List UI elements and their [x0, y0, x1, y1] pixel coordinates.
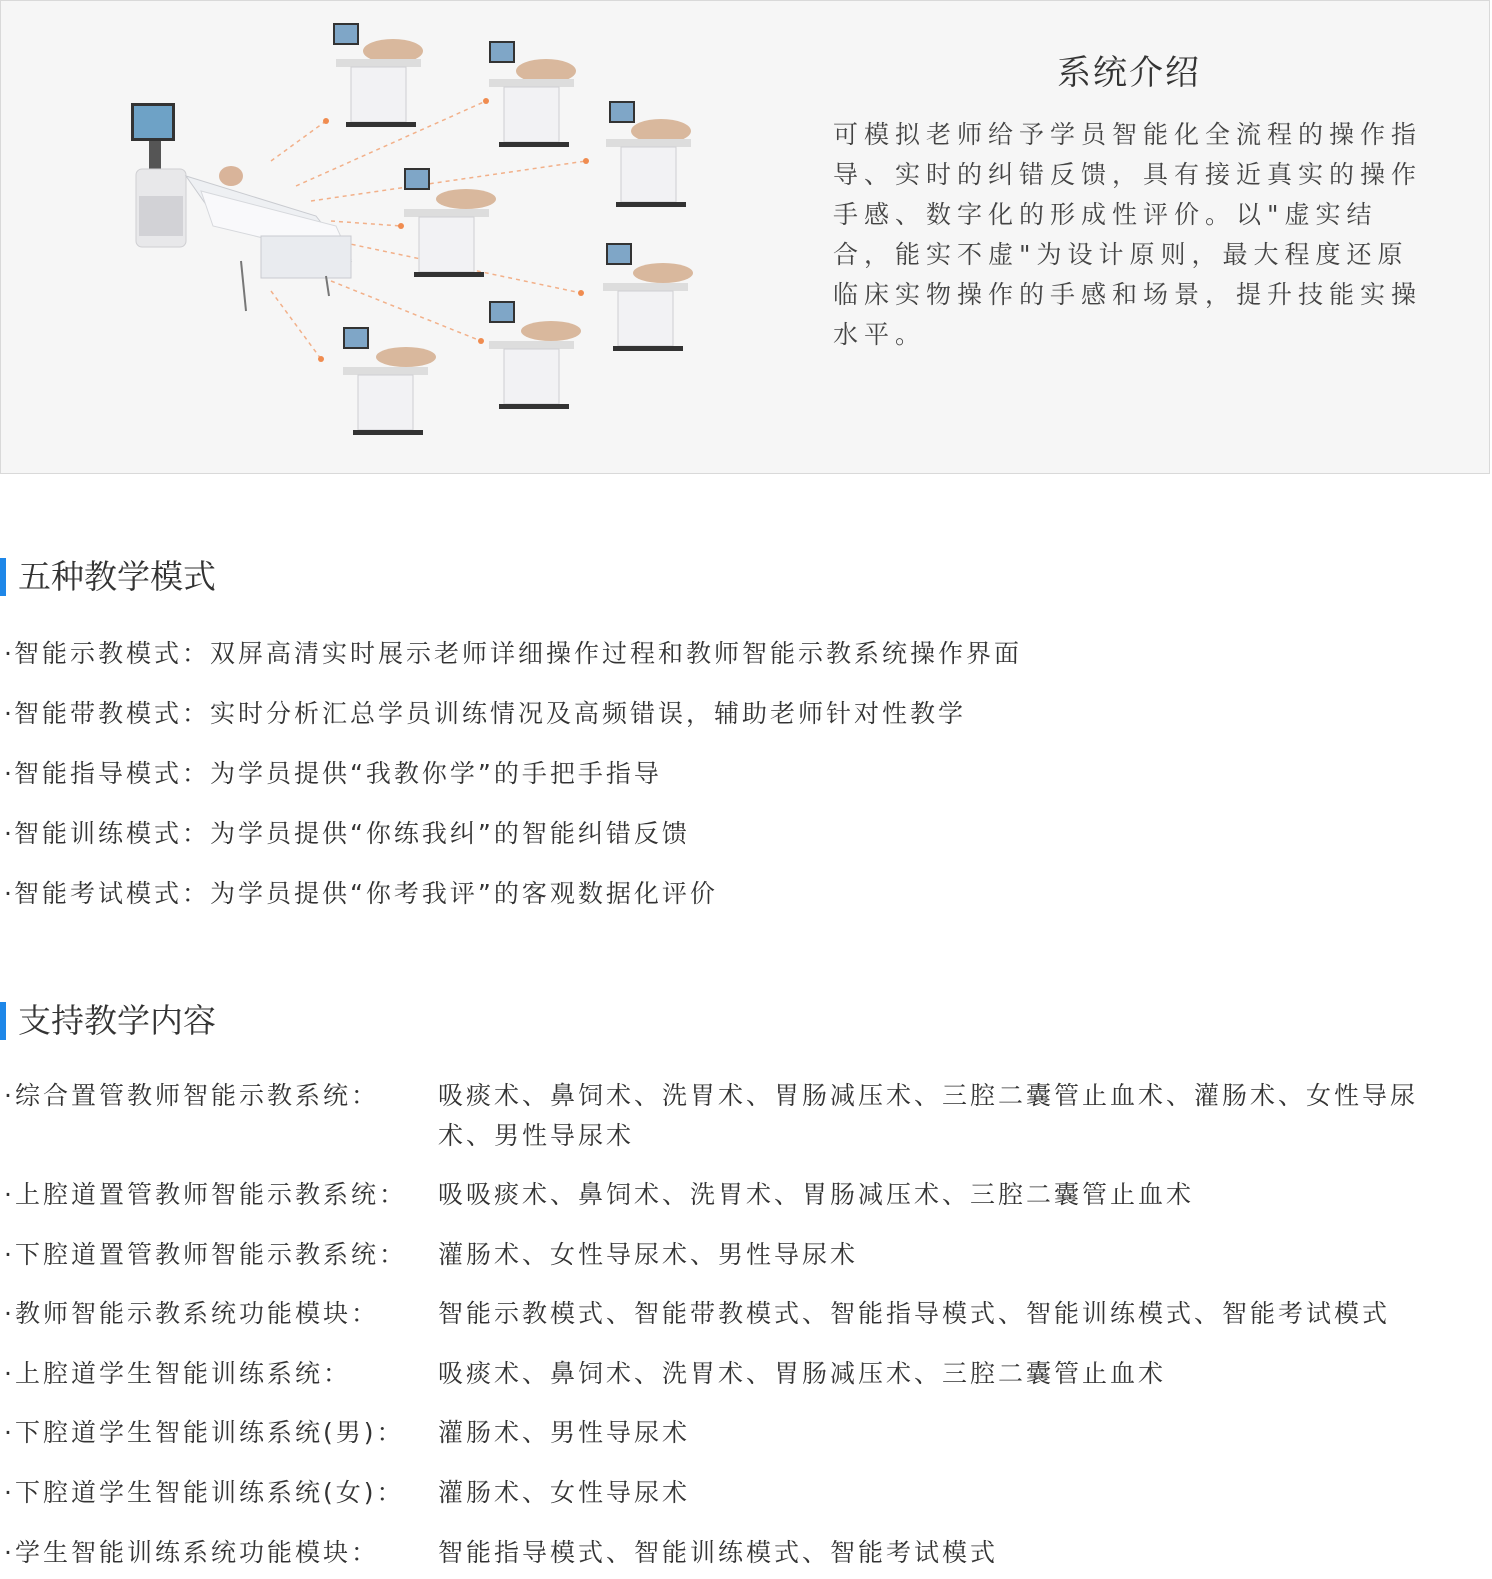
list-item: ·智能训练模式：为学员提供“你练我纠”的智能纠错反馈 — [4, 819, 690, 848]
row-label: ·综合置管教师智能示教系统： — [4, 1081, 379, 1110]
student-cart-4 — [404, 168, 496, 277]
row-label: ·学生智能训练系统功能模块： — [4, 1538, 379, 1567]
row-value: 灌肠术、女性导尿术、男性导尿术 — [438, 1240, 859, 1269]
row-label: ·教师智能示教系统功能模块： — [4, 1299, 379, 1328]
student-cart-5 — [603, 243, 693, 351]
row-value: 吸痰术、鼻饲术、洗胃术、胃肠减压术、三腔二囊管止血术 — [438, 1359, 1167, 1388]
row-value: 吸吸痰术、鼻饲术、洗胃术、胃肠减压术、三腔二囊管止血术 — [438, 1180, 1195, 1209]
hospital-bed — [186, 166, 351, 311]
system-intro-panel — [0, 0, 1490, 474]
intro-description: 可模拟老师给予学员智能化全流程的操作指导、实时的纠错反馈，具有接近真实的操作手感、数字化的形成性评价。以"虚实结合，能实不虚"为设计原则，最大程度还原临床实物操作的手感和场景，提升技能实操水平。 — [833, 120, 1423, 349]
list-item: ·智能考试模式：为学员提供“你考我评”的客观数据化评价 — [4, 879, 718, 908]
list-item: ·智能带教模式：实时分析汇总学员训练情况及高频错误，辅助老师针对性教学 — [4, 699, 966, 728]
student-cart-2 — [489, 41, 576, 147]
training-system-illustration — [121, 11, 721, 461]
student-cart-1 — [333, 23, 423, 127]
row-label: ·下腔道置管教师智能示教系统： — [4, 1240, 407, 1269]
section-heading-teaching-modes: 五种教学模式 — [0, 558, 216, 596]
intro-title: 系统介绍 — [1057, 53, 1201, 93]
list-item: ·智能指导模式：为学员提供“我教你学”的手把手指导 — [4, 759, 662, 788]
row-value: 智能示教模式、智能带教模式、智能指导模式、智能训练模式、智能考试模式 — [438, 1299, 1391, 1328]
row-value: 灌肠术、女性导尿术 — [438, 1478, 691, 1507]
student-cart-7 — [489, 301, 581, 409]
student-cart-3 — [606, 101, 691, 207]
row-label: ·下腔道学生智能训练系统(男)： — [4, 1418, 405, 1447]
row-value: 灌肠术、男性导尿术 — [438, 1418, 691, 1447]
row-label: ·上腔道置管教师智能示教系统： — [4, 1180, 407, 1209]
section-heading-teaching-content: 支持教学内容 — [0, 1002, 216, 1040]
row-value: 智能指导模式、智能训练模式、智能考试模式 — [438, 1538, 999, 1567]
row-label: ·上腔道学生智能训练系统： — [4, 1359, 351, 1388]
teacher-monitor — [131, 103, 186, 247]
list-item: ·智能示教模式：双屏高清实时展示老师详细操作过程和教师智能示教系统操作界面 — [4, 639, 1022, 668]
row-label: ·下腔道学生智能训练系统(女)： — [4, 1478, 405, 1507]
student-cart-6 — [343, 327, 436, 435]
row-value: 吸痰术、鼻饲术、洗胃术、胃肠减压术、三腔二囊管止血术、灌肠术、女性导尿术、男性导尿术 — [438, 1081, 1419, 1150]
